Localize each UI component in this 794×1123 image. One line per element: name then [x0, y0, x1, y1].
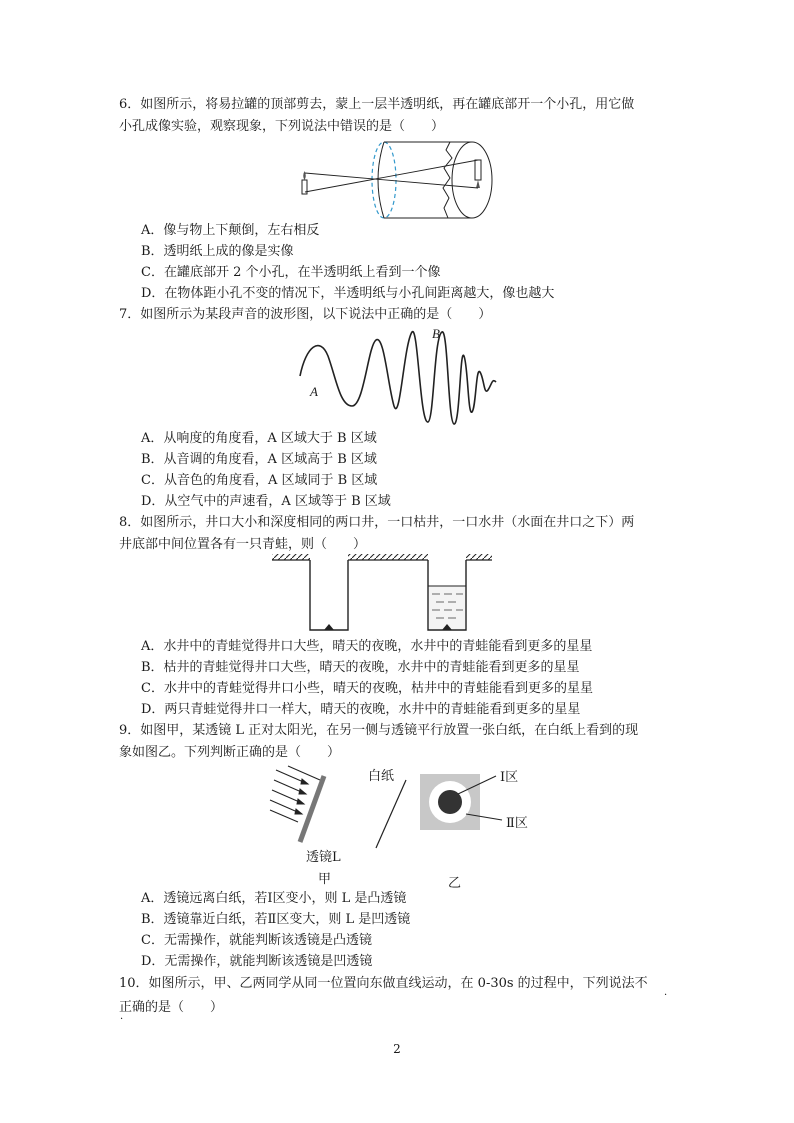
lens-figure-jia — [268, 762, 568, 852]
wave-label-a: A — [310, 384, 318, 399]
q9-option-b: B．透镜靠近白纸，若Ⅱ区变大，则 L 是凹透镜 — [141, 912, 411, 927]
q7-option-c: C．从音色的角度看，A 区域同于 B 区域 — [141, 473, 378, 488]
q10-stem-line1: 10．如图所示，甲、乙两同学从同一位置向东做直线运动，在 0-30s 的过程中，下列说法不 — [119, 976, 648, 991]
wave-label-b: B — [432, 326, 440, 341]
caption-jia: 甲 — [318, 872, 332, 887]
q6-stem-line1: 6．如图所示，将易拉罐的顶部剪去，蒙上一层半透明纸，再在罐底部开一个小孔，用它做 — [119, 97, 635, 112]
q6-option-a: A．像与物上下颠倒，左右相反 — [141, 223, 320, 238]
q8-option-a: A．水井中的青蛙觉得井口大些，晴天的夜晚，水井中的青蛙能看到更多的星星 — [141, 639, 593, 654]
label-lens-l: 透镜L — [306, 850, 341, 865]
q8-option-c: C．水井中的青蛙觉得井口小些，晴天的夜晚，枯井中的青蛙能看到更多的星星 — [141, 681, 593, 696]
emphasis-dot: · — [664, 990, 668, 1001]
q6-stem-line2: 小孔成像实验，观察现象，下列说法中错误的是（ ） — [119, 119, 445, 134]
q7-stem: 7．如图所示为某段声音的波形图，以下说法中正确的是（ ） — [119, 307, 492, 322]
q7-option-b: B．从音调的角度看，A 区域高于 B 区域 — [141, 452, 377, 467]
two-wells-figure — [268, 552, 494, 638]
q7-option-a: A．从响度的角度看，A 区域大于 B 区域 — [141, 431, 377, 446]
label-white-paper: 白纸 — [368, 769, 395, 784]
label-zone-1: Ⅰ区 — [500, 770, 519, 785]
q6-option-d: D．在物体距小孔不变的情况下，半透明纸与小孔间距离越大，像也越大 — [141, 286, 555, 301]
page-number: 2 — [393, 1042, 401, 1056]
pinhole-camera-figure — [296, 136, 502, 222]
sound-waveform-figure — [296, 326, 502, 430]
q9-stem-line1: 9．如图甲，某透镜 L 正对太阳光，在另一侧与透镜平行放置一张白纸，在白纸上看到的现 — [119, 723, 639, 738]
q6-option-b: B．透明纸上成的像是实像 — [141, 244, 294, 259]
emphasis-dot: · — [120, 1014, 124, 1025]
q8-stem-line1: 8．如图所示，井口大小和深度相同的两口井，一口枯井，一口水井（水面在井口之下）两 — [119, 515, 635, 530]
q9-option-c: C．无需操作，就能判断该透镜是凸透镜 — [141, 933, 372, 948]
q10-stem-line2: 正确的是（ ） — [119, 1000, 224, 1015]
q8-option-d: D．两只青蛙觉得井口一样大，晴天的夜晚，水井中的青蛙能看到更多的星星 — [141, 702, 581, 717]
caption-yi: 乙 — [448, 876, 462, 891]
q9-option-d: D．无需操作，就能判断该透镜是凹透镜 — [141, 954, 373, 969]
label-zone-2: Ⅱ区 — [506, 816, 528, 831]
q9-option-a: A．透镜远离白纸，若Ⅰ区变小，则 L 是凸透镜 — [141, 891, 407, 906]
q8-stem-line2: 井底部中间位置各有一只青蛙，则（ ） — [119, 537, 367, 552]
q9-stem-line2: 象如图乙。下列判断正确的是（ ） — [119, 745, 341, 760]
q6-option-c: C．在罐底部开 2 个小孔，在半透明纸上看到一个像 — [141, 265, 441, 280]
q7-option-d: D．从空气中的声速看，A 区域等于 B 区域 — [141, 494, 391, 509]
q8-option-b: B．枯井的青蛙觉得井口大些，晴天的夜晚，水井中的青蛙能看到更多的星星 — [141, 660, 580, 675]
